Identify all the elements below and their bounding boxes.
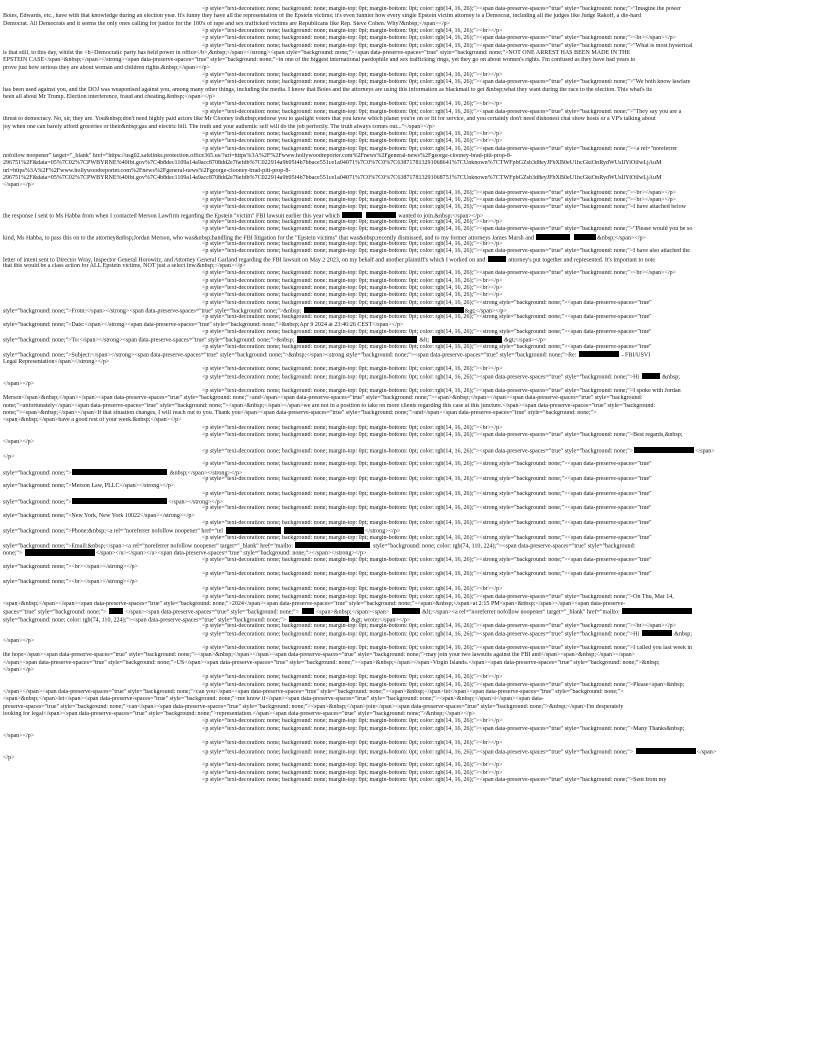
line-text: Democrat. All Democrats and it seems the only ones calling for justice for the 100's of rape and sex trafficked victims are Republicans like Rep. Steve Cohen. Why?&nbsp;</span></p> <box>3 20 451 27</box>
document-line <box>3 498 813 505</box>
document-line <box>3 505 813 512</box>
line-text: <p style="text-decoration: none; background: none; margin-top: 0pt; margin-bottom: 0pt; color: rgb(14, 16, 26);"><br></p> <box>202 218 503 225</box>
line-text: <p style="text-decoration: none; background: none; margin-top: 0pt; margin-bottom: 0pt; color: rgb(14, 16, 26);"><span data-preserve-spaces="true" style="background: none;">Hi <box>202 374 641 381</box>
document-line <box>3 190 813 197</box>
redaction-bar <box>295 542 370 548</box>
line-text: that this would be a class action for ALL Epstein victims, NOT just a select few.&nbsp;</span></p> <box>3 263 246 270</box>
document-line <box>3 57 813 64</box>
line-text: <p style="text-decoration: none; background: none; margin-top: 0pt; margin-bottom: 0pt; color: rgb(14, 16, 26);"><strong style="background: none;"><span data-preserve-spaces="true" <box>202 490 652 497</box>
document-line <box>3 704 813 711</box>
document-line <box>3 101 813 108</box>
document-line <box>3 454 813 461</box>
line-text: preserve-spaces="true" style="background: none;">can</span><span data-preserve-spaces="true" style="background: none;"><span>&nbsp;</span>join</span><span data-preserve-spaces="true" style="background: none;">&nbsp;</span>I'm desperately <box>3 703 624 710</box>
line-text: <p style="text-decoration: none; background: none; margin-top: 0pt; margin-bottom: 0pt; color: rgb(14, 16, 26);"><br></p> <box>202 292 503 299</box>
line-text: none;"><span>&nbsp;</span></span>If that situation changes, I will reach out to you. Thank you</span><span data-preserve-spaces="true" style="background: none;">and</span><span data-preserve-spaces="true" style="background: none;"> <box>3 409 597 416</box>
line-text: <span>&nbsp;</span>have a good rest of your week.&nbsp;</span></p> <box>3 417 182 424</box>
line-text: </span><span data-preserve-spaces="true" style="background: none;"> <box>123 609 301 616</box>
redaction-bar <box>25 549 95 555</box>
line-text: joy when one can barely afford groceries or their&nbsp;gas and electric bill. The truth and your authentic self will do the job perfectly. The truth always comes out..."</span></p> <box>3 123 436 130</box>
line-text: 296751%2F&data=05%7C02%7CPWBYRNE%40fbi.gov%7C4b8dec1109a14a9acc8708dd2e76efdb%7C022914a9b95f4b7bbace551ce1a04071%7C0%7C0%7C638717813291068641%7CUnknown%7CTWFpbGZsb3d8eyJFbXB0eU1hcGkiOnRydWUsIlYiOiIwLjAuM <box>3 160 662 167</box>
line-text: <p style="text-decoration: none; background: none; margin-top: 0pt; margin-bottom: 0pt; color: rgb(14, 16, 26);"><span data-preserve-spaces="true" style="background: none;"><a rel="noreferrer <box>202 145 678 152</box>
redaction-bar <box>622 608 692 614</box>
redaction-bar <box>366 212 396 218</box>
line-text: spaces="true" style="background: none;"> <box>3 609 108 616</box>
document-line <box>3 777 813 784</box>
document-line <box>3 336 813 343</box>
document-line <box>3 571 813 578</box>
document-line <box>3 65 813 72</box>
document-line <box>3 527 813 534</box>
redaction-bar <box>536 234 570 240</box>
document-line <box>3 226 813 233</box>
line-text: <p style="text-decoration: none; background: none; margin-top: 0pt; margin-bottom: 0pt; color: rgb(14, 16, 26);"><strong style="background: none;"><span data-preserve-spaces="true" <box>202 329 652 336</box>
line-text: style="background: none;">To:</span></strong><span data-preserve-spaces="true" style="background: none;">&nbsp; <box>3 338 296 344</box>
redaction-bar <box>289 616 349 622</box>
document-line <box>3 520 813 527</box>
line-text: wanted to join.&nbsp;</span></p> <box>396 213 484 219</box>
line-text: url=https%3A%2F%2Fwww.hollywoodreporter.com%2Fnews%2Fgeneral-news%2Fgeorge-clooney-brad-pitt-prop-8- <box>3 167 291 174</box>
line-text: <p style="text-decoration: none; background: none; margin-top: 0pt; margin-bottom: 0pt; color: rgb(14, 16, 26);"><span data-preserve-spaces="true" style="background: none;"> <box>202 749 635 756</box>
document-line <box>3 314 813 321</box>
line-text: <p style="text-decoration: none; background: none; margin-top: 0pt; margin-bottom: 0pt; color: rgb(14, 16, 26);"><br></p> <box>202 241 503 247</box>
line-text: </span></p> <box>3 439 35 446</box>
line-text: <span>&nbsp;</span><span> <box>314 609 391 616</box>
document-line <box>3 307 813 314</box>
document-line <box>3 109 813 116</box>
line-text: <p style="text-decoration: none; background: none; margin-top: 0pt; margin-bottom: 0pt; color: rgb(14, 16, 26);"><span data-preserve-spaces="true" style="background: none;"><br></span></p> <box>202 270 677 277</box>
document-line <box>3 241 813 248</box>
line-text: <p style="text-decoration: none; background: none; margin-top: 0pt; margin-bottom: 0pt; color: rgb(14, 16, 26);"><strong style="background: none;"><span data-preserve-spaces="true" <box>202 520 652 527</box>
document-line <box>3 79 813 86</box>
line-text: &gt; wrote:</span></p> <box>349 617 411 623</box>
document-line <box>3 21 813 28</box>
line-text: <p style="text-decoration: none; background: none; margin-top: 0pt; margin-bottom: 0pt; color: rgb(14, 16, 26);"><br></p> <box>202 130 503 137</box>
line-text: style="background: none; color: rgb(74, 110, 224);"><span data-preserve-spaces="true" style="background: none;"> <box>3 617 288 623</box>
document-line <box>3 439 813 446</box>
line-text: <p style="text-decoration: none; background: none; margin-top: 0pt; margin-bottom: 0pt; color: rgb(14, 16, 26);"><br></p> <box>202 740 503 747</box>
document-line <box>3 762 813 769</box>
document-line <box>3 608 813 615</box>
line-text <box>571 235 573 241</box>
document-line <box>3 564 813 571</box>
document-line <box>3 513 813 520</box>
line-text: </span></p> <box>3 380 35 387</box>
document-line <box>3 630 813 637</box>
line-text: <p style="text-decoration: none; background: none; margin-top: 0pt; margin-bottom: 0pt; color: rgb(14, 16, 26);"><br></p> <box>202 424 503 431</box>
line-text: &nbsp; <box>672 631 693 638</box>
document-line <box>3 660 813 667</box>
document-line <box>3 549 813 556</box>
document-line <box>3 447 813 454</box>
document-line <box>3 87 813 94</box>
document-line <box>3 168 813 175</box>
document-line <box>3 395 813 402</box>
document-line <box>3 153 813 160</box>
document-line <box>3 351 813 358</box>
line-text: <p style="text-decoration: none; background: none; margin-top: 0pt; margin-bottom: 0pt; color: rgb(14, 16, 26);"><strong style="background: none;"><span data-preserve-spaces="true" <box>202 343 652 350</box>
redaction-bar <box>302 608 314 614</box>
redaction-bar <box>226 527 281 533</box>
line-text: the response I sent to Ms Habba from when I contacted Merson Lawfirm regarding the Epstein "victim" FBI lawsuit earlier this year which <box>3 213 342 219</box>
line-text: <p style="text-decoration: none; background: none; margin-top: 0pt; margin-bottom: 0pt; color: rgb(14, 16, 26);"><span data-preserve-spaces="true" style="background: none;"><br></span></p> <box>202 196 677 203</box>
document-line <box>3 557 813 564</box>
line-text: <p style="text-decoration: none; background: none; margin-top: 0pt; margin-bottom: 0pt; color: rgb(14, 16, 26);"><span data-preserve-spaces="true" style="background: none;"><br></span></p> <box>202 622 677 629</box>
line-text: </span><span data-preserve-spaces="true" style="background: none;">US</span><span data-preserve-spaces="true" style="background: none;"><span>&nbsp;</span></span>Virgin Islands.</span><span data-preserve-spaces="true" style="background: none;">&nbsp; <box>3 659 660 666</box>
line-text: style="background: none;"> <box>3 470 72 476</box>
line-text: <p style="text-decoration: none; background: none; margin-top: 0pt; margin-bottom: 0pt; color: rgb(14, 16, 26);"><span data-preserve-spaces="true" style="background: none;">On Thu, Mar 14, <box>202 593 674 600</box>
document-line <box>3 748 813 755</box>
line-text: style="background: none;">From:</span></strong><span data-preserve-spaces="true" style="background: none;">&nbsp; <box>3 308 303 315</box>
redaction-bar <box>488 256 506 262</box>
line-text: style="background: none;">Subject:</span></strong><span data-preserve-spaces="true" style="background: none;">&nbsp;</span><strong style="background: none;"><span data-preserve-spaces="true" style="background: none;">Re: <box>3 352 579 359</box>
line-text: <p style="text-decoration: none; background: none; margin-top: 0pt; margin-bottom: 0pt; color: rgb(14, 16, 26);"><span data-preserve-spaces="true" style="background: none;">"They say you are a <box>202 108 682 115</box>
line-text: <p style="text-decoration: none; background: none; margin-top: 0pt; margin-bottom: 0pt; color: rgb(14, 16, 26);"><span data-preserve-spaces="true" style="background: none;"> <box>202 448 634 454</box>
document-line <box>3 234 813 241</box>
line-text: </span></u></span></a><span data-preserve-spaces="true" style="background: none;"></span></strong></p> <box>95 551 367 557</box>
line-text: 296751%2F&data=05%7C02%7CPWBYRNE%40fbi.gov%7C4b8dec1109a14a9acc8708dd2e76efdb%7C022914a9b95f4b7bbace551ce1a04071%7C0%7C0%7C638717813291068751%7CUnknown%7CTWFpbGZsb3d8eyJFbXB0eU1hcGkiOnRydWUsIlYiOiIwLjAuM <box>3 174 662 181</box>
document-line <box>3 645 813 652</box>
line-text: style="background: none;">Phone:&nbsp;<a rel="noreferrer nofollow noopener" href="tel <box>3 529 225 535</box>
document-line <box>3 35 813 42</box>
line-text: <p style="text-decoration: none; background: none; margin-top: 0pt; margin-bottom: 0pt; color: rgb(14, 16, 26);"><strong style="background: none;"><span data-preserve-spaces="true" <box>202 534 652 541</box>
document-line <box>3 689 813 696</box>
line-text: <p style="text-decoration: none; background: none; margin-top: 0pt; margin-bottom: 0pt; color: rgb(14, 16, 26);"><strong style="background: none;"><span data-preserve-spaces="true" <box>202 505 652 512</box>
line-text: </span> <box>696 749 717 756</box>
line-text: <p style="text-decoration: none; background: none; margin-top: 0pt; margin-bottom: 0pt; color: rgb(14, 16, 26);"><br></p> <box>202 365 503 372</box>
line-text: EPSTEIN CASE</span>&nbsp;</span></strong><span data-preserve-spaces="true" style="background: none;">in one of the biggest international paedophile and sex trafficking rings, yet they go on about women's rights. I'm confused as they have had years to <box>3 57 636 64</box>
line-text: style="background: none;"> <box>3 499 72 506</box>
document-line <box>3 256 813 263</box>
line-text: <p style="text-decoration: none; background: none; margin-top: 0pt; margin-bottom: 0pt; color: rgb(14, 16, 26);"><br></p> <box>202 277 503 284</box>
document-line <box>3 285 813 292</box>
document-line <box>3 718 813 725</box>
document-line <box>3 432 813 439</box>
line-text: </strong></p> <box>365 529 401 535</box>
line-text: <span>&nbsp;</span></span><span data-preserve-spaces="true" style="background: none;">2024</span><span data-preserve-spaces="true" style="background: none;"><span>&nbsp;</span>at 2:15 PM<span>&nbsp;</span></span><span data-preserve- <box>3 600 626 607</box>
line-text: <p style="text-decoration: none; background: none; margin-top: 0pt; margin-bottom: 0pt; color: rgb(14, 16, 26);"><strong style="background: none;"><span data-preserve-spaces="true" <box>202 314 652 321</box>
line-text: <p style="text-decoration: none; background: none; margin-top: 0pt; margin-bottom: 0pt; color: rgb(14, 16, 26);"><span data-preserve-spaces="true" style="background: none;">Hi <box>202 631 641 638</box>
document-line <box>3 50 813 57</box>
line-text: <p style="text-decoration: none; background: none; margin-top: 0pt; margin-bottom: 0pt; color: rgb(14, 16, 26);"><strong style="background: none;"><span data-preserve-spaces="true" <box>202 556 652 563</box>
document-line <box>3 594 813 601</box>
line-text: letter of intent sent to Director Wray, Inspector General Horowitz, and Attorney General Garland regarding the FBI lawsuit on May 2 2023, on my behalf and another plaintiff's which I worked on and <box>3 257 487 264</box>
line-text: <p style="text-decoration: none; background: none; margin-top: 0pt; margin-bottom: 0pt; color: rgb(14, 16, 26);"><br></p> <box>202 586 503 593</box>
redaction-bar <box>72 498 167 504</box>
line-text: </span></p> <box>3 733 35 740</box>
line-text: <p style="text-decoration: none; background: none; margin-top: 0pt; margin-bottom: 0pt; color: rgb(14, 16, 26);"><strong style="background: none;"><span data-preserve-spaces="true" <box>202 476 652 482</box>
document-line <box>3 579 813 586</box>
line-text: &nbsp; <box>660 374 681 381</box>
line-text: <p style="text-decoration: none; background: none; margin-top: 0pt; margin-bottom: 0pt; color: rgb(14, 16, 26);"><span data-preserve-spaces="true" style="background: none;">I have attached below <box>202 204 687 211</box>
line-text: style="background: none;">Merson Law, PLLC</span></strong></p> <box>3 483 175 490</box>
line-text: <p style="text-decoration: none; background: none; margin-top: 0pt; margin-bottom: 0pt; color: rgb(14, 16, 26);"><br></p> <box>202 28 503 35</box>
line-text: the hope</span><span data-preserve-spaces="true" style="background: none;"><span>&nbsp;</span></span><span data-preserve-spaces="true" style="background: none;">may join your two lawsuits against the FBI and</span><span>&nbsp;</span></span> <box>3 652 636 659</box>
document-line <box>3 292 813 299</box>
document-line <box>3 248 813 255</box>
line-text: <p style="text-decoration: none; background: none; margin-top: 0pt; margin-bottom: 0pt; color: rgb(14, 16, 26);"><strong style="background: none;"><span data-preserve-spaces="true" <box>202 299 652 306</box>
document-line <box>3 43 813 50</box>
document-line <box>3 696 813 703</box>
document-line <box>3 212 813 219</box>
line-text: <p style="text-decoration: none; background: none; margin-top: 0pt; margin-bottom: 0pt; color: rgb(14, 16, 26);"><span data-preserve-spaces="true" style="background: none;">I have also attached the <box>202 248 690 255</box>
redaction-bar <box>636 748 696 754</box>
line-text: <p style="text-decoration: none; background: none; margin-top: 0pt; margin-bottom: 0pt; color: rgb(14, 16, 26);"><br></p> <box>202 762 503 769</box>
document-line <box>3 616 813 623</box>
document-line <box>3 469 813 476</box>
line-text: <p style="text-decoration: none; background: none; margin-top: 0pt; margin-bottom: 0pt; color: rgb(14, 16, 26);"><span data-preserve-spaces="true" style="background: none;">Best regards,&nbsp; <box>202 431 683 438</box>
line-text: </span> <box>695 448 715 454</box>
line-text: <p style="text-decoration: none; background: none; margin-top: 0pt; margin-bottom: 0pt; color: rgb(14, 16, 26);"><br></p> <box>202 101 503 108</box>
line-text: style="background: none;">Email:&nbsp;</span><a rel="noreferrer nofollow noopener" target="_blank" href="mailto: <box>3 543 295 550</box>
document-line <box>3 138 813 145</box>
document-line <box>3 72 813 79</box>
document-line <box>3 116 813 123</box>
document-line <box>3 263 813 270</box>
line-text: </span></p> <box>3 182 35 189</box>
redaction-bar <box>297 336 417 342</box>
document-line <box>3 146 813 153</box>
line-text: <p style="text-decoration: none; background: none; margin-top: 0pt; margin-bottom: 0pt; color: rgb(14, 16, 26);"><span data-preserve-spaces="true" style="background: none;">I called you last week in <box>202 644 693 651</box>
line-text: style="background: none;"><br></span></strong></p> <box>3 578 138 585</box>
line-text: been all about Mr Trump. Election interference, fraud and cheating.&nbsp;</span></p> <box>3 94 216 101</box>
document-line <box>3 175 813 182</box>
document-line <box>3 160 813 167</box>
document-line <box>3 601 813 608</box>
document-line <box>3 733 813 740</box>
line-text: style="background: none; color: rgb(74, 110, 224);"><span data-preserve-spaces="true" style="background: <box>371 543 636 550</box>
line-text: <p style="text-decoration: none; background: none; margin-top: 0pt; margin-bottom: 0pt; color: rgb(14, 16, 26);"><br></p> <box>202 138 503 145</box>
redaction-bar <box>72 469 167 475</box>
line-text: <p style="text-decoration: none; background: none; margin-top: 0pt; margin-bottom: 0pt; color: rgb(14, 16, 26);"><span data-preserve-spaces="true" style="background: none;">"What is most hysterical <box>202 42 693 49</box>
document-line <box>3 586 813 593</box>
document-line <box>3 461 813 468</box>
line-text: <p style="text-decoration: none; background: none; margin-top: 0pt; margin-bottom: 0pt; color: rgb(14, 16, 26);"><br></p> <box>202 718 503 725</box>
line-text: nofollow noopener" target="_blank" href="https://usg02.safelinks.protection.office365.us/?url=https%3A%2F%2Fwww.hollywoodreporter.com%2Fnews%2Fgeneral-news%2Fgeorge-clooney-brad-pitt-prop-8- <box>3 152 512 159</box>
document-line <box>3 373 813 380</box>
document-line <box>3 652 813 659</box>
line-text: <p style="text-decoration: none; background: none; margin-top: 0pt; margin-bottom: 0pt; color: rgb(14, 16, 26);"><br></p> <box>202 769 503 776</box>
document-line <box>3 740 813 747</box>
document-line <box>3 359 813 366</box>
document-line <box>3 270 813 277</box>
line-text: none;"> <box>3 551 24 557</box>
document-line <box>3 182 813 189</box>
line-text: </span></p> <box>3 637 35 644</box>
document-line <box>3 322 813 329</box>
document-line <box>3 124 813 131</box>
line-text: <p style="text-decoration: none; background: none; margin-top: 0pt; margin-bottom: 0pt; color: rgb(14, 16, 26);"><span data-preserve-spaces="true" style="background: none;">Many Thanks&nbsp; <box>202 725 685 732</box>
line-text: <p style="text-decoration: none; background: none; margin-top: 0pt; margin-bottom: 0pt; color: rgb(14, 16, 26);"><span data-preserve-spaces="true" style="background: none;"><br></span></p> <box>202 189 677 196</box>
document-line <box>3 410 813 417</box>
document-line <box>3 491 813 498</box>
document-line <box>3 417 813 424</box>
document-line <box>3 344 813 351</box>
document-line <box>3 483 813 490</box>
line-text: <p style="text-decoration: none; background: none; margin-top: 0pt; margin-bottom: 0pt; color: rgb(14, 16, 26);"><br></p> <box>202 72 503 79</box>
redaction-bar <box>642 373 660 379</box>
line-text: <p style="text-decoration: none; background: none; margin-top: 0pt; margin-bottom: 0pt; color: rgb(14, 16, 26);"><span data-preserve-spaces="true" style="background: none;">Please<span>&nbsp; <box>202 681 685 688</box>
line-text: <p style="text-decoration: none; background: none; margin-top: 0pt; margin-bottom: 0pt; color: rgb(14, 16, 26);"><br></p> <box>202 674 503 681</box>
redaction-bar <box>634 447 694 453</box>
document-line <box>3 131 813 138</box>
line-text: prove just how serious they are about woman and children rights.&nbsp;</span></p> <box>3 64 210 71</box>
document-line <box>3 329 813 336</box>
redaction-bar <box>579 351 619 357</box>
document-line <box>3 403 813 410</box>
redaction-bar <box>109 608 123 614</box>
line-text: <p style="text-decoration: none; background: none; margin-top: 0pt; margin-bottom: 0pt; color: rgb(14, 16, 26);"><span data-preserve-spaces="true" style="background: none;"><br></span></p> <box>202 35 677 42</box>
document-line <box>3 638 813 645</box>
line-text: - FBI/USVI <box>620 352 651 359</box>
line-text: </span></p> <box>3 666 35 673</box>
document-line <box>3 770 813 777</box>
line-text: Legal Representation</span></strong></p> <box>3 358 110 365</box>
document-line <box>3 425 813 432</box>
line-text: threat to democracy. No, sir, they are. You&nbsp;don't need highly paid actors like Mr Clooney to&nbsp;endorse you to gaslight voters that you know which planet you're on or fit for service, and you certainly don't need dishonest chat show hosts or a VP's talking about <box>3 116 656 123</box>
line-text: attorney's put together and represented. It's important to note <box>506 257 656 264</box>
line-text: is that still, to this day, whilst the <b>Democratic party has held power in office</b>,&nbsp;</span></strong><span style="background: none;"><span data-preserve-spaces="true" style="background: none;">NOT ONE ARREST HAS BEEN MADE IN THE <box>3 50 631 57</box>
document-line <box>3 623 813 630</box>
line-text: &gt;</span></p> <box>464 308 507 315</box>
document-line <box>3 667 813 674</box>
document-line <box>3 535 813 542</box>
line-text: <p style="text-decoration: none; background: none; margin-top: 0pt; margin-bottom: 0pt; color: rgb(14, 16, 26);"><span data-preserve-spaces="true" style="background: none;">"Please would you be so <box>202 226 693 233</box>
document-line <box>3 542 813 549</box>
line-text: Merson</span>&nbsp;</span></span><span data-preserve-spaces="true" style="background: none;">and</span><span data-preserve-spaces="true" style="background: none;"><span>&nbsp;</span></span><span data-preserve-spaces="true" style="background: <box>3 395 643 402</box>
line-text: <p style="text-decoration: none; background: none; margin-top: 0pt; margin-bottom: 0pt; color: rgb(14, 16, 26);"><br></p> <box>202 285 503 292</box>
line-text: </span></span><span data-preserve-spaces="true" style="background: none;">can you</span><span data-preserve-spaces="true" style="background: none;"><span>&nbsp;</span>let</span><span data-preserve-spaces="true" style="background: none;"> <box>3 688 624 695</box>
line-text: none;">unfortunately</span><span data-preserve-spaces="true" style="background: none;"><span>&nbsp;</span></span>we are not in a position to take on more clients regarding this case at this juncture.</span><span data-preserve-spaces="true" style="background: <box>3 402 656 409</box>
redaction-bar <box>392 608 420 614</box>
line-text: </span></strong></p> <box>168 499 224 506</box>
line-text: has been used against you, and the DOJ was weaponised against you, among many other things, including the media. I know that Boies and the attorneys are using this information as blackmail to get &nbsp;what they want during the race to the election. This what's its <box>3 86 652 93</box>
document-line <box>3 674 813 681</box>
document-line <box>3 682 813 689</box>
line-text: <p style="text-decoration: none; background: none; margin-top: 0pt; margin-bottom: 0pt; color: rgb(14, 16, 26);"><span data-preserve-spaces="true" style="background: none;">I spoke with Jordan <box>202 387 681 394</box>
line-text: <p style="text-decoration: none; background: none; margin-top: 0pt; margin-bottom: 0pt; color: rgb(14, 16, 26);"><span data-preserve-spaces="true" style="background: none;">Sent from my <box>202 777 667 784</box>
line-text: &lt; <box>417 338 431 344</box>
redaction-bar <box>342 212 362 218</box>
line-text: </p> <box>3 755 15 762</box>
document-line <box>3 94 813 101</box>
line-text: <span>&nbsp;</span>let</span><span data-preserve-spaces="true" style="background: none;">me know if</span><span data-preserve-spaces="true" style="background: none;"><span>&nbsp;</span>i</span><span data- <box>3 696 544 703</box>
document-line <box>3 278 813 285</box>
redaction-bar <box>284 527 364 533</box>
line-text: style="background: none;">New York, New York 10022</span></strong></p> <box>3 512 195 519</box>
line-text: &gt;</span></p> <box>502 338 547 344</box>
line-text: style="background: none;"><br></span></strong></p> <box>3 564 138 571</box>
document-line <box>3 300 813 307</box>
line-text: &lt;</span><a rel="noreferrer nofollow noopener" target="_blank" href="mailto: <box>420 609 622 616</box>
line-text: <p style="text-decoration: none; background: none; margin-top: 0pt; margin-bottom: 0pt; color: rgb(14, 16, 26);"><span data-preserve-spaces="true" style="background: none;">"Imagine the power <box>202 6 681 12</box>
document-line <box>3 476 813 483</box>
line-text: &nbsp;</span></p> <box>596 235 646 241</box>
document-line <box>3 13 813 20</box>
line-text: looking for legal</span><span data-preserve-spaces="true" style="background: none;">representation.</span><span data-preserve-spaces="true" style="background: none;">&nbsp;</span></p> <box>3 711 476 717</box>
document-line <box>3 197 813 204</box>
line-text: Boies, Edwards, etc., have with that knowledge during an election year. It's funny they have all the representation of the Epstein victims; it's even funnier how every single Epstein victim attorney is a Democrat, including all the judges like Judge Rakoff, a die-hard <box>3 13 641 20</box>
document-page <box>0 6 816 784</box>
redaction-bar <box>642 630 672 636</box>
document-line <box>3 28 813 35</box>
redaction-bar <box>432 336 502 342</box>
document-line <box>3 204 813 211</box>
line-text: <p style="text-decoration: none; background: none; margin-top: 0pt; margin-bottom: 0pt; color: rgb(14, 16, 26);"><strong style="background: none;"><span data-preserve-spaces="true" <box>202 461 652 468</box>
document-line <box>3 388 813 395</box>
redaction-bar <box>304 307 464 313</box>
document-line <box>3 711 813 718</box>
line-text: </p> <box>3 453 15 460</box>
line-text: style="background: none;">Date:</span></strong><span data-preserve-spaces="true" style="background: none;">&nbsp;Apr 9 2024 at 23:46:26 CEST</span></p> <box>3 321 404 328</box>
document-line <box>3 381 813 388</box>
line-text: &nbsp;</span></strong></p> <box>168 470 243 476</box>
document-line <box>3 755 813 762</box>
document-line <box>3 219 813 226</box>
line-text: kind, Ms Habba, to pass this on to the attorney&nbsp;Jordan Merson, who was&nbsp;handling the FBI litigation for the "Epstein victims" that was&nbsp;recently dismissed, and to my former attorneys James Marsh and <box>3 235 536 241</box>
document-line <box>3 366 813 373</box>
document-line <box>3 726 813 733</box>
document-line <box>3 6 813 13</box>
line-text: <p style="text-decoration: none; background: none; margin-top: 0pt; margin-bottom: 0pt; color: rgb(14, 16, 26);"><span data-preserve-spaces="true" style="background: none;">"We both know lawfare <box>202 79 691 86</box>
redaction-bar <box>574 234 596 240</box>
line-text: <p style="text-decoration: none; background: none; margin-top: 0pt; margin-bottom: 0pt; color: rgb(14, 16, 26);"><strong style="background: none;"><span data-preserve-spaces="true" <box>202 571 652 578</box>
